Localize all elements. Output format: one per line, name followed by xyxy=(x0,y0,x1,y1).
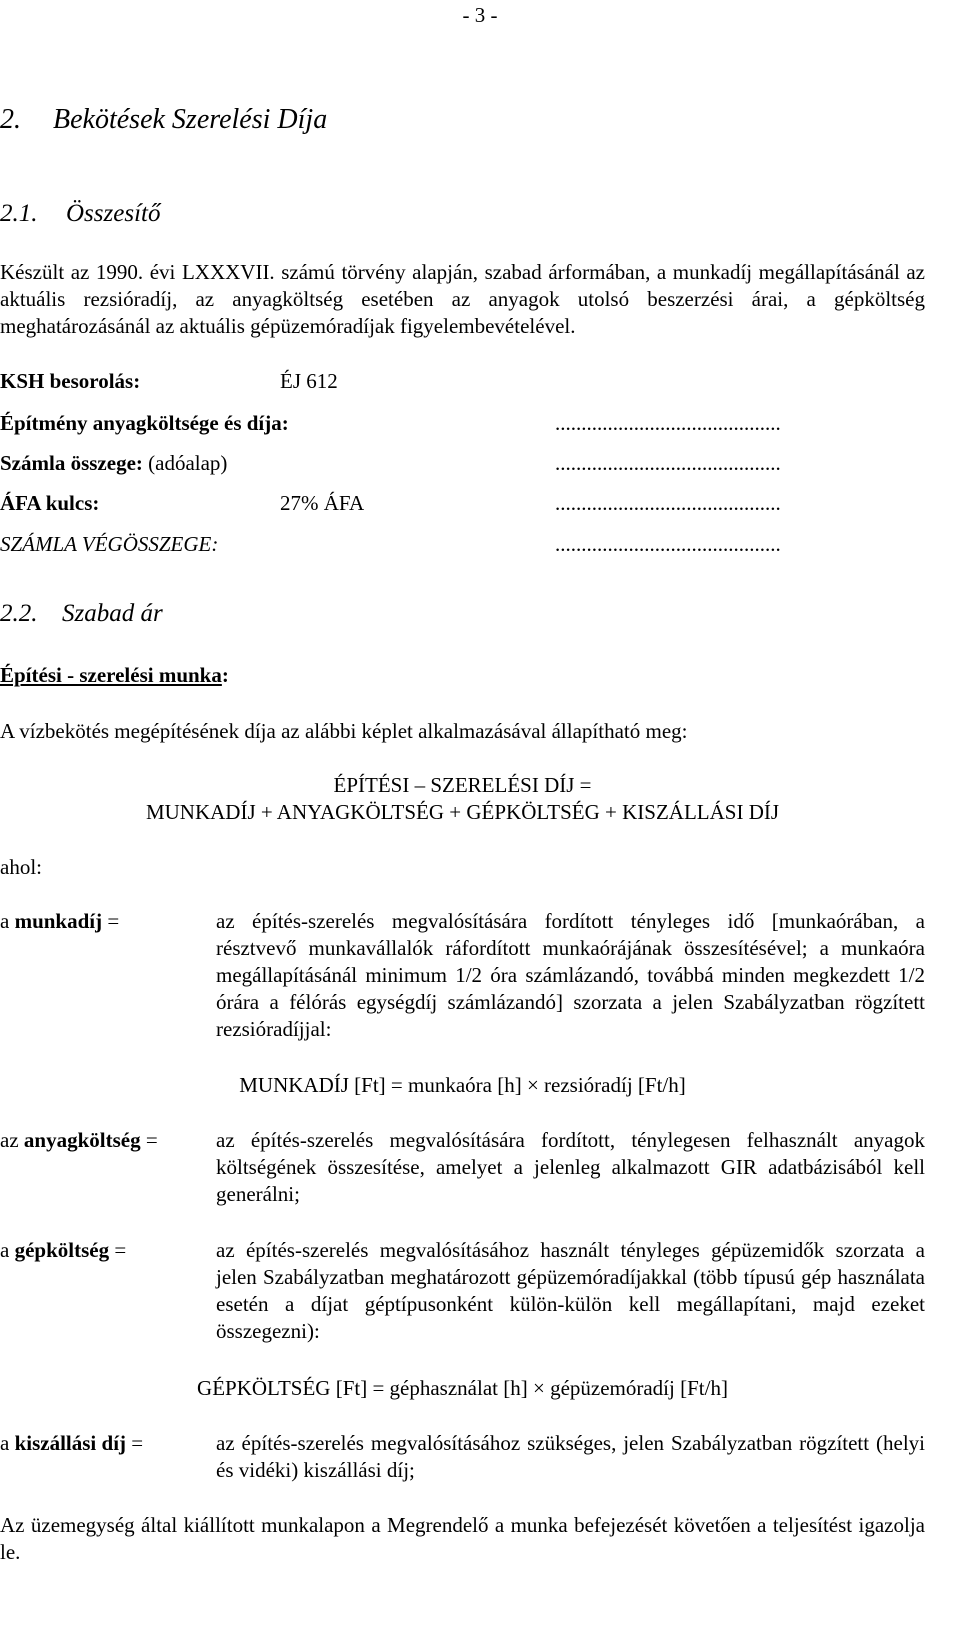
field-label: Számla összege: xyxy=(0,451,143,475)
term-prefix: a xyxy=(0,1238,15,1262)
field-dots: ........................................... xyxy=(555,491,781,515)
page-number: - 3 - xyxy=(462,3,498,27)
field-dots: ........................................... xyxy=(555,451,781,475)
term-suffix: = xyxy=(140,1128,158,1152)
section-2-2-heading xyxy=(0,600,163,627)
ksh-label: KSH besorolás: xyxy=(0,369,141,393)
definition-term-machine xyxy=(0,1237,126,1264)
labor-formula: MUNKADÍJ [Ft] = munkaóra [h] × rezsióradíj [Ft/h] xyxy=(239,1073,686,1097)
field-row-invoice-total xyxy=(0,531,925,558)
term-suffix: = xyxy=(109,1238,127,1262)
definition-body-machine: az építés-szerelés megvalósításához használt tényleges gépüzemidők szorzata a jelen Szabályzatban meghatározott gépüzemóradíjakkal (több típusú gép használata esetén a díjat géptípusonként külön-külön kell megállapítani, majd ezeket összegezni): xyxy=(216,1238,925,1343)
definition-body-material: az építés-szerelés megvalósítására fordított, ténylegesen felhasznált anyagok költségének összesítése, amelyet a jelenleg alkalmazott GIR adatbázisából kell generálni; xyxy=(216,1128,925,1206)
field-label-wrap xyxy=(0,450,227,477)
summary-fields xyxy=(0,410,925,570)
definition-term-material xyxy=(0,1127,158,1154)
term-prefix: a xyxy=(0,909,15,933)
main-formula-line-2: MUNKADÍJ + ANYAGKÖLTSÉG + GÉPKÖLTSÉG + KISZÁLLÁSI DÍJ xyxy=(145,800,780,824)
work-subheading-colon: : xyxy=(221,663,229,687)
field-row-invoice-amount xyxy=(0,450,925,477)
field-value: 27% ÁFA xyxy=(280,491,365,515)
definition-body-labor: az építés-szerelés megvalósítására fordított tényleges idő [munkaórában, a résztvevő munkavállalók ráfordított munkaórájának összesítésével; a munkaóra megállapításánál minimum 1/2 óra számlázandó, továbbá minden megkezdett 1/2 órára a félórás egységdíj számlázandó] szorzata a jelen Szabályzatban rögzített rezsióradíjjal: xyxy=(216,909,925,1041)
section-2-number: 2. xyxy=(0,104,21,135)
where-label: ahol: xyxy=(0,855,42,879)
definition-body-travel: az építés-szerelés megvalósításához szükséges, jelen Szabályzatban rögzített (helyi és vidéki) kiszállási díj; xyxy=(216,1431,925,1482)
closing-paragraph: Az üzemegység által kiállított munkalapon a Megrendelő a munka befejezését követően a teljesítést igazolja le. xyxy=(0,1513,925,1564)
ksh-row xyxy=(0,368,140,395)
work-subheading xyxy=(0,662,229,689)
section-2-title: Bekötések Szerelési Díja xyxy=(53,104,328,135)
term-name: munkadíj xyxy=(14,909,103,933)
section-2-heading xyxy=(0,106,327,133)
field-dots: ........................................... xyxy=(555,411,781,435)
work-subheading-text: Építési - szerelési munka xyxy=(0,663,222,687)
field-label-suffix: (adóalap) xyxy=(142,451,228,475)
summary-intro-paragraph: Készült az 1990. évi LXXXVII. számú törvény alapján, szabad árformában, a munkadíj megállapításánál az aktuális rezsióradíj, az anyagköltség esetében az anyagok utolsó beszerzési árai, a gépköltség meghatározásánál az aktuális gépüzemóradíjak figyelembevételével. xyxy=(0,260,925,338)
term-name: gépköltség xyxy=(14,1238,110,1262)
machine-formula: GÉPKÖLTSÉG [Ft] = géphasználat [h] × gépüzemóradíj [Ft/h] xyxy=(197,1376,728,1400)
field-label: Építmény anyagköltsége és díja: xyxy=(0,411,289,435)
free-price-intro: A vízbekötés megépítésének díja az alábbi képlet alkalmazásával állapítható meg: xyxy=(0,719,688,743)
term-name: anyagköltség xyxy=(23,1128,141,1152)
section-2-1-number: 2.1. xyxy=(0,200,38,227)
field-row-building-cost xyxy=(0,410,925,437)
definition-term-labor xyxy=(0,908,119,935)
section-2-1-title: Összesítő xyxy=(66,200,161,227)
main-formula-line-1: ÉPÍTÉSI – SZERELÉSI DÍJ = xyxy=(333,773,592,797)
term-prefix: az xyxy=(0,1128,24,1152)
section-2-2-number: 2.2. xyxy=(0,600,38,627)
field-dots: ........................................... xyxy=(555,532,781,556)
term-name: kiszállási díj xyxy=(14,1431,127,1455)
field-label: SZÁMLA VÉGÖSSZEGE: xyxy=(0,532,219,556)
section-2-1-heading xyxy=(0,200,160,227)
term-prefix: a xyxy=(0,1431,15,1455)
definition-term-travel xyxy=(0,1430,143,1457)
term-suffix: = xyxy=(102,909,120,933)
field-label: ÁFA kulcs: xyxy=(0,491,100,515)
field-row-vat-rate xyxy=(0,490,925,517)
term-suffix: = xyxy=(126,1431,144,1455)
ksh-value: ÉJ 612 xyxy=(280,369,338,393)
section-2-2-title: Szabad ár xyxy=(62,600,163,627)
